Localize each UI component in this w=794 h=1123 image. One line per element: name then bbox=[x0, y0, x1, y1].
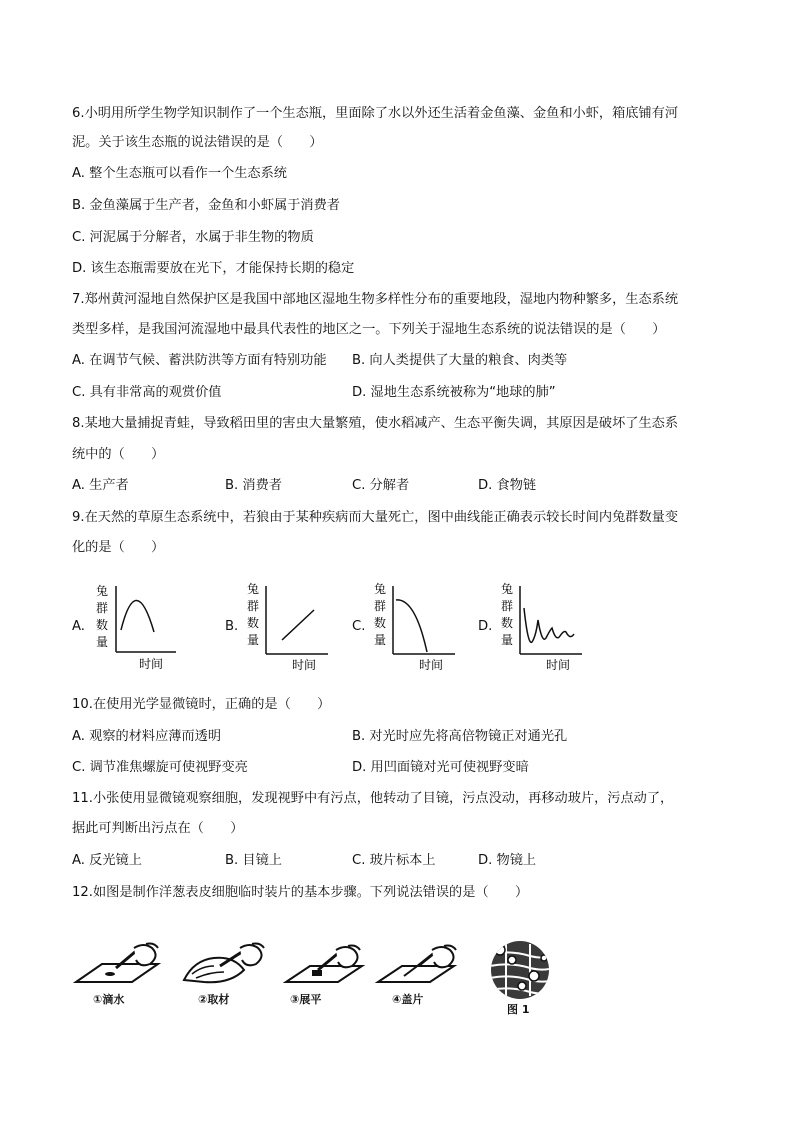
q9-graph-d-ylabel-4: 量 bbox=[500, 633, 514, 647]
step3-label: ③展平 bbox=[290, 993, 322, 1006]
q9-graph-a-ylabel-1: 兔 bbox=[95, 584, 109, 598]
q10-option-c: C. 调节准焦螺旋可使视野变亮 bbox=[72, 760, 248, 775]
q11-option-a: A. 反光镜上 bbox=[72, 853, 142, 868]
figure1-caption: 图 1 bbox=[507, 1003, 530, 1016]
q6-stem-line1: 6.小明用所学生物学知识制作了一个生态瓶，里面除了水以外还生活着金鱼藻、金鱼和小虾，箱底铺有河 bbox=[72, 106, 679, 121]
q6-option-c: C. 河泥属于分解者，水属于非生物的物质 bbox=[72, 230, 314, 245]
q6-option-a: A. 整个生态瓶可以看作一个生态系统 bbox=[72, 166, 287, 181]
q9-graph-b-curve bbox=[282, 610, 314, 640]
q9-graph-c-ylabel-1: 兔 bbox=[373, 582, 387, 596]
q12-stem: 12.如图是制作洋葱表皮细胞临时装片的基本步骤。下列说法错误的是（ ） bbox=[72, 885, 529, 900]
figure1-microscope-view bbox=[482, 940, 560, 1002]
q10-stem: 10.在使用光学显微镜时，正确的是（ ） bbox=[72, 697, 331, 712]
q9-graph-a-ylabel-2: 群 bbox=[95, 601, 109, 615]
q8-option-c: C. 分解者 bbox=[352, 478, 410, 493]
q10-option-b: B. 对光时应先将高倍物镜正对通光孔 bbox=[352, 729, 568, 744]
step4-cover-slip-illustration bbox=[374, 940, 466, 988]
q9-graph-b-ylabel-4: 量 bbox=[246, 633, 260, 647]
q8-stem-line2: 统中的（ ） bbox=[72, 447, 165, 462]
q9-graph-d-ylabel-3: 数 bbox=[500, 616, 514, 630]
q7-stem-line2: 类型多样，是我国河流湿地中最具代表性的地区之一。下列关于湿地生态系统的说法错误的是（ ） bbox=[72, 322, 666, 337]
q9-graph-b bbox=[240, 578, 330, 672]
step4-label: ④盖片 bbox=[392, 993, 424, 1006]
q9-graph-c bbox=[367, 578, 457, 672]
step2-take-material-illustration bbox=[180, 940, 272, 988]
q9-graph-a-xlabel: 时间 bbox=[138, 657, 164, 671]
q10-option-d: D. 用凹面镜对光可使视野变暗 bbox=[352, 760, 529, 775]
q9-graph-b-xlabel: 时间 bbox=[291, 658, 317, 672]
step2-label: ②取材 bbox=[198, 993, 230, 1006]
q7-option-a: A. 在调节气候、蓄洪防洪等方面有特别功能 bbox=[72, 353, 327, 368]
q10-option-a: A. 观察的材料应薄而透明 bbox=[72, 729, 222, 744]
q8-option-d: D. 食物链 bbox=[478, 478, 537, 493]
q11-stem-line2: 据此可判断出污点在（ ） bbox=[72, 821, 244, 836]
step3-flatten-illustration bbox=[282, 940, 374, 988]
q11-stem-line1: 11.小张使用显微镜观察细胞，发现视野中有污点，他转动了目镜，污点没动，再移动玻片，污点动了， bbox=[72, 791, 674, 806]
q9-graph-d-curve bbox=[524, 608, 574, 642]
q9-graph-d-ylabel-1: 兔 bbox=[500, 582, 514, 596]
q7-stem-line1: 7.郑州黄河湿地自然保护区是我国中部地区湿地生物多样性分布的重要地段，湿地内物种繁多，生态系统 bbox=[72, 292, 679, 307]
q9-graph-d-xlabel: 时间 bbox=[545, 658, 571, 672]
q8-option-a: A. 生产者 bbox=[72, 478, 129, 493]
q9-graph-b-ylabel-2: 群 bbox=[246, 599, 260, 613]
q9-graph-a-ylabel-4: 量 bbox=[95, 635, 109, 649]
q8-option-b: B. 消费者 bbox=[225, 478, 282, 493]
q8-stem-line1: 8.某地大量捕捉青蛙，导致稻田里的害虫大量繁殖，使水稻减产、生态平衡失调，其原因是破坏了生态系 bbox=[72, 416, 679, 431]
step1-drop-water-illustration bbox=[72, 940, 164, 988]
q9-graph-b-letter: B. bbox=[225, 619, 239, 634]
q6-option-b: B. 金鱼藻属于生产者，金鱼和小虾属于消费者 bbox=[72, 198, 340, 213]
q11-option-d: D. 物镜上 bbox=[478, 853, 537, 868]
q9-graph-d-letter: D. bbox=[478, 619, 493, 634]
q6-stem-line2: 泥。关于该生态瓶的说法错误的是（ ） bbox=[72, 135, 323, 150]
q9-stem-line1: 9.在天然的草原生态系统中，若狼由于某种疾病而大量死亡，图中曲线能正确表示较长时间内兔群数量变 bbox=[72, 510, 679, 525]
q9-graph-a-letter: A. bbox=[72, 619, 85, 634]
q9-graph-b-ylabel-3: 数 bbox=[246, 616, 260, 630]
q9-graph-a-curve bbox=[121, 600, 154, 632]
q7-option-b: B. 向人类提供了大量的粮食、肉类等 bbox=[352, 353, 568, 368]
q9-graph-d bbox=[494, 578, 584, 672]
q7-option-c: C. 具有非常高的观赏价值 bbox=[72, 385, 222, 400]
q9-graph-c-ylabel-3: 数 bbox=[373, 616, 387, 630]
q9-graph-d-ylabel-2: 群 bbox=[500, 599, 514, 613]
q11-option-c: C. 玻片标本上 bbox=[352, 853, 436, 868]
q9-graph-c-curve bbox=[396, 600, 427, 652]
q9-stem-line2: 化的是（ ） bbox=[72, 540, 165, 555]
q7-option-d: D. 湿地生态系统被称为“地球的肺” bbox=[352, 385, 556, 400]
q9-graph-c-xlabel: 时间 bbox=[418, 658, 444, 672]
step1-label: ①滴水 bbox=[93, 993, 125, 1006]
q9-graph-a-ylabel-3: 数 bbox=[95, 618, 109, 632]
q11-option-b: B. 目镜上 bbox=[225, 853, 282, 868]
q9-graph-a bbox=[88, 580, 178, 672]
q9-graph-c-ylabel-4: 量 bbox=[373, 633, 387, 647]
q9-graph-b-ylabel-1: 兔 bbox=[246, 582, 260, 596]
q6-option-d: D. 该生态瓶需要放在光下，才能保持长期的稳定 bbox=[72, 261, 355, 276]
q9-graph-c-letter: C. bbox=[352, 619, 366, 634]
q9-graph-c-ylabel-2: 群 bbox=[373, 599, 387, 613]
